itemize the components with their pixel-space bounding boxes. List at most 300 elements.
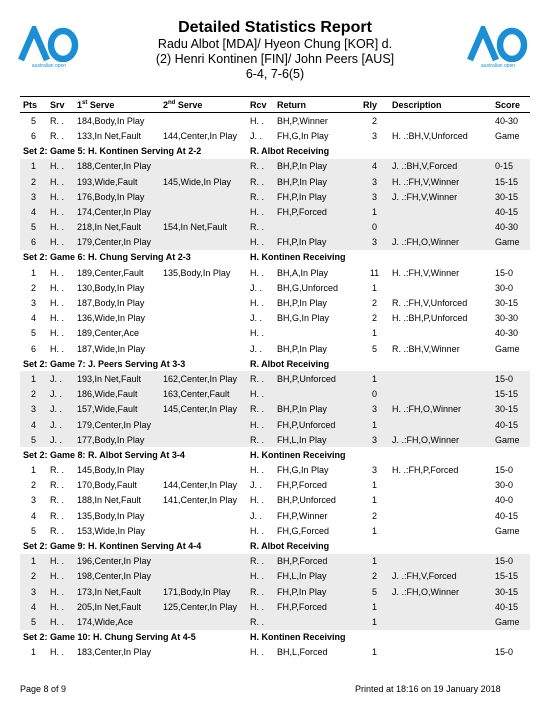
server-cell: H. . <box>47 599 74 614</box>
rally-length-cell: 3 <box>360 235 389 250</box>
first-serve-cell: 130,Body,In Play <box>77 282 145 293</box>
table-row <box>20 326 530 341</box>
score-cell: Game <box>495 130 520 141</box>
description-cell: H. .:FH,V,Winner <box>389 174 492 189</box>
first-serve-cell: 183,Center,In Play <box>77 647 152 658</box>
server-cell: J. . <box>47 402 74 417</box>
point-number-cell: 4 <box>20 417 47 432</box>
return-cell: FH,G,In Play <box>277 130 329 141</box>
server-cell: H. . <box>47 159 74 174</box>
first-serve-cell: 193,In Net,Fault <box>74 371 160 386</box>
server-cell: J. . <box>47 432 74 447</box>
point-number-cell: 4 <box>30 510 36 521</box>
receiver-cell: J. . <box>250 130 263 141</box>
report-header <box>100 18 450 82</box>
point-number-cell: 1 <box>20 554 47 569</box>
description-cell: H. .:BH,V,Unforced <box>392 130 468 141</box>
server-cell: H. . <box>47 584 74 599</box>
return-cell: FH,P,Forced <box>274 204 360 219</box>
rally-length-cell: 2 <box>360 569 389 584</box>
table-row <box>20 220 530 235</box>
return-cell: FH,G,Forced <box>277 525 330 536</box>
rally-length-cell: 1 <box>371 495 377 506</box>
score-cell: 40-30 <box>492 220 530 235</box>
description-cell: H. .:FH,V,Winner <box>392 267 460 278</box>
second-serve-cell <box>160 463 247 478</box>
game-header-row <box>20 630 530 645</box>
first-serve-cell: 145,Body,In Play <box>77 465 145 476</box>
first-serve-cell: 193,Wide,Fault <box>74 174 160 189</box>
second-serve-cell <box>160 204 247 219</box>
return-cell: FH,G,In Play <box>277 465 329 476</box>
table-row <box>20 189 530 204</box>
second-serve-cell: 145,Wide,In Play <box>160 174 247 189</box>
point-number-cell: 1 <box>20 159 47 174</box>
second-serve-cell: 162,Center,In Play <box>160 371 247 386</box>
receiver-cell: H. . <box>247 387 274 402</box>
server-cell: J. . <box>47 371 74 386</box>
second-serve-cell <box>160 523 247 538</box>
rally-length-cell: 3 <box>371 130 377 141</box>
table-row <box>20 432 530 447</box>
second-serve-cell <box>160 113 247 129</box>
first-serve-cell: 133,In Net,Fault <box>77 130 142 141</box>
first-serve-cell: 188,In Net,Fault <box>77 495 142 506</box>
printed-timestamp: Printed at 18:16 on 19 January 2018 <box>355 684 501 694</box>
first-serve-cell: 179,Center,In Play <box>74 235 160 250</box>
game-header-row <box>20 538 530 553</box>
server-cell: H. . <box>47 554 74 569</box>
table-row <box>20 159 530 174</box>
score-cell: 30-0 <box>495 282 514 293</box>
description-cell <box>389 508 492 523</box>
return-cell: BH,P,Unforced <box>277 495 336 506</box>
description-cell: H. .:FH,O,Winner <box>389 402 492 417</box>
point-number-cell: 3 <box>20 189 47 204</box>
return-cell: BH,P,In Play <box>277 298 327 309</box>
ao-logo-mark <box>17 26 81 62</box>
score-cell: 40-30 <box>495 115 519 126</box>
game-receiver-label: H. Kontinen Receiving <box>247 250 530 265</box>
score-cell: 15-0 <box>492 371 530 386</box>
description-cell: R. .:BH,V,Winner <box>392 343 460 354</box>
game-server-label: Set 2: Game 5: H. Kontinen Serving At 2-2 <box>20 144 247 159</box>
column-header: Return <box>274 97 360 113</box>
australian-open-logo-left <box>17 26 81 72</box>
rally-length-cell: 1 <box>371 282 377 293</box>
return-cell <box>274 220 360 235</box>
receiver-cell: H. . <box>250 465 265 476</box>
score-cell: 15-0 <box>492 554 530 569</box>
second-serve-cell <box>160 326 247 341</box>
game-receiver-label: H. Kontinen Receiving <box>247 447 530 462</box>
game-server-label: Set 2: Game 7: J. Peers Serving At 3-3 <box>20 356 247 371</box>
receiver-cell: H. . <box>250 495 265 506</box>
server-cell: H. . <box>50 647 65 658</box>
return-cell: BH,P,In Play <box>274 159 360 174</box>
game-header-row <box>20 144 530 159</box>
return-cell: BH,G,Unforced <box>277 282 339 293</box>
server-cell: H. . <box>47 235 74 250</box>
server-cell: H. . <box>47 569 74 584</box>
game-header-row <box>20 447 530 462</box>
table-row <box>20 265 530 280</box>
receiver-cell: H. . <box>247 599 274 614</box>
return-cell: FH,L,In Play <box>274 569 360 584</box>
second-serve-cell: 145,Center,In Play <box>160 402 247 417</box>
receiver-cell: H. . <box>247 204 274 219</box>
score-cell: 30-30 <box>495 313 519 324</box>
second-serve-cell <box>160 614 247 629</box>
score-cell: 40-15 <box>495 510 519 521</box>
rally-length-cell: 4 <box>360 159 389 174</box>
table-row <box>20 204 530 219</box>
point-by-point-table <box>20 96 530 660</box>
first-serve-cell: 136,Wide,In Play <box>77 313 146 324</box>
table-row <box>20 569 530 584</box>
point-number-cell: 3 <box>30 495 36 506</box>
receiver-cell: J. . <box>250 343 263 354</box>
server-cell: H. . <box>50 298 65 309</box>
second-serve-cell <box>160 569 247 584</box>
first-serve-cell: 196,Center,In Play <box>74 554 160 569</box>
rally-length-cell: 1 <box>360 371 389 386</box>
rally-length-cell: 5 <box>371 343 377 354</box>
first-serve-cell: 174,Wide,Ace <box>74 614 160 629</box>
table-row <box>20 523 530 538</box>
first-serve-cell: 174,Center,In Play <box>74 204 160 219</box>
first-serve-cell: 189,Center,Fault <box>77 267 144 278</box>
second-serve-cell: 144,Center,In Play <box>163 130 238 141</box>
score-cell: 40-15 <box>492 417 530 432</box>
point-number-cell: 6 <box>30 343 36 354</box>
first-serve-cell: 173,In Net,Fault <box>74 584 160 599</box>
second-serve-cell <box>160 508 247 523</box>
receiver-cell: H. . <box>247 417 274 432</box>
score-cell: Game <box>492 432 530 447</box>
rally-length-cell: 3 <box>360 189 389 204</box>
column-header: Score <box>492 97 530 113</box>
rally-length-cell: 2 <box>371 510 377 521</box>
table-row <box>20 174 530 189</box>
rally-length-cell: 1 <box>360 614 389 629</box>
point-number-cell: 6 <box>30 130 36 141</box>
score-cell: Game <box>492 614 530 629</box>
match-score: 6-4, 7-6(5) <box>245 67 305 81</box>
description-cell: J. .:FH,O,Winner <box>389 432 492 447</box>
score-cell: Game <box>495 343 520 354</box>
match-players-line-1: Radu Albot [MDA]/ Hyeon Chung [KOR] d. <box>157 37 393 51</box>
receiver-cell: R. . <box>247 159 274 174</box>
score-cell: 15-15 <box>492 569 530 584</box>
second-serve-cell: 154,In Net,Fault <box>160 220 247 235</box>
table-row <box>20 113 530 129</box>
first-serve-cell: 135,Body,In Play <box>77 510 145 521</box>
second-serve-cell <box>160 417 247 432</box>
rally-length-cell: 11 <box>369 267 380 278</box>
score-cell: 40-15 <box>492 204 530 219</box>
point-number-cell: 4 <box>20 204 47 219</box>
first-serve-cell: 189,Center,Ace <box>77 328 140 339</box>
second-serve-cell: 141,Center,In Play <box>163 495 238 506</box>
receiver-cell: H. . <box>250 328 265 339</box>
score-cell: 40-30 <box>495 328 519 339</box>
receiver-cell: H. . <box>250 647 265 658</box>
description-cell <box>389 614 492 629</box>
return-cell: FH,L,In Play <box>274 432 360 447</box>
server-cell: H. . <box>47 614 74 629</box>
rally-length-cell: 1 <box>360 204 389 219</box>
match-players-line-2: (2) Henri Kontinen [FIN]/ John Peers [AUS] <box>155 52 395 66</box>
description-cell <box>389 326 492 341</box>
second-serve-cell <box>160 280 247 295</box>
return-cell: FH,P,In Play <box>274 189 360 204</box>
first-serve-cell: 170,Body,Fault <box>77 480 137 491</box>
point-number-cell: 5 <box>20 614 47 629</box>
rally-length-cell: 1 <box>371 647 377 658</box>
score-cell: 15-15 <box>492 174 530 189</box>
rally-length-cell: 3 <box>360 432 389 447</box>
second-serve-cell: 135,Body,In Play <box>163 267 231 278</box>
point-number-cell: 1 <box>30 647 36 658</box>
table-row <box>20 508 530 523</box>
return-cell <box>274 326 360 341</box>
table-row <box>20 387 530 402</box>
second-serve-cell: 144,Center,In Play <box>163 480 238 491</box>
server-cell: H. . <box>50 343 65 354</box>
table-row <box>20 584 530 599</box>
score-cell: 30-15 <box>492 189 530 204</box>
description-cell: R. .:FH,V,Unforced <box>392 298 468 309</box>
rally-length-cell: 1 <box>360 554 389 569</box>
server-cell: R. . <box>50 525 65 536</box>
point-number-cell: 5 <box>30 115 36 126</box>
point-number-cell: 2 <box>30 282 36 293</box>
server-cell: H. . <box>50 313 65 324</box>
description-cell: J. .:FH,V,Forced <box>389 569 492 584</box>
second-serve-cell <box>160 295 247 310</box>
game-receiver-label: H. Kontinen Receiving <box>247 630 530 645</box>
receiver-cell: R. . <box>247 554 274 569</box>
first-serve-cell: 205,In Net,Fault <box>74 599 160 614</box>
description-cell: H. .:BH,P,Unforced <box>392 313 468 324</box>
first-serve-cell: 198,Center,In Play <box>74 569 160 584</box>
rally-length-cell: 3 <box>371 465 377 476</box>
first-serve-cell: 184,Body,In Play <box>77 115 145 126</box>
return-cell: BH,L,Forced <box>277 647 328 658</box>
game-server-label: Set 2: Game 8: R. Albot Serving At 3-4 <box>20 447 247 462</box>
return-cell: BH,A,In Play <box>277 267 329 278</box>
point-number-cell: 3 <box>20 584 47 599</box>
point-number-cell: 1 <box>20 371 47 386</box>
rally-length-cell: 3 <box>360 402 389 417</box>
column-header: 2nd Serve <box>160 97 247 113</box>
point-number-cell: 3 <box>20 402 47 417</box>
rally-length-cell: 0 <box>360 220 389 235</box>
second-serve-cell <box>160 235 247 250</box>
receiver-cell: J. . <box>250 510 263 521</box>
second-serve-cell: 171,Body,In Play <box>160 584 247 599</box>
receiver-cell: R. . <box>247 189 274 204</box>
table-row <box>20 280 530 295</box>
rally-length-cell: 1 <box>360 417 389 432</box>
game-receiver-label: R. Albot Receiving <box>247 356 530 371</box>
point-number-cell: 1 <box>30 465 36 476</box>
receiver-cell: H. . <box>247 569 274 584</box>
table-row <box>20 493 530 508</box>
score-cell: 15-0 <box>495 267 514 278</box>
score-cell: 15-0 <box>495 647 514 658</box>
score-cell: 40-15 <box>492 599 530 614</box>
receiver-cell: R. . <box>247 402 274 417</box>
table-row <box>20 645 530 660</box>
table-row <box>20 463 530 478</box>
logo-caption: australian open <box>480 63 516 69</box>
score-cell: 15-0 <box>495 465 514 476</box>
table-header-row <box>20 97 530 113</box>
rally-length-cell: 1 <box>371 328 377 339</box>
table-row <box>20 554 530 569</box>
server-cell: H. . <box>50 328 65 339</box>
score-cell: 15-15 <box>492 387 530 402</box>
score-cell: Game <box>492 235 530 250</box>
point-number-cell: 3 <box>30 298 36 309</box>
description-cell <box>389 417 492 432</box>
table-body <box>20 113 530 660</box>
receiver-cell: H. . <box>250 267 265 278</box>
score-cell: 30-15 <box>495 298 519 309</box>
point-number-cell: 2 <box>30 480 36 491</box>
description-cell <box>389 113 492 129</box>
rally-length-cell: 2 <box>371 298 377 309</box>
second-serve-cell <box>160 645 247 660</box>
first-serve-cell: 186,Wide,Fault <box>74 387 160 402</box>
column-header: Rcv <box>247 97 274 113</box>
description-cell <box>389 493 492 508</box>
description-cell <box>389 645 492 660</box>
receiver-cell: H. . <box>250 525 265 536</box>
point-number-cell: 2 <box>20 387 47 402</box>
description-cell: J. .:FH,O,Winner <box>389 235 492 250</box>
return-cell: FH,P,In Play <box>274 584 360 599</box>
table-row <box>20 311 530 326</box>
return-cell: FH,P,Forced <box>277 480 327 491</box>
game-receiver-label: R. Albot Receiving <box>247 538 530 553</box>
server-cell: H. . <box>47 220 74 235</box>
second-serve-cell <box>160 554 247 569</box>
first-serve-cell: 176,Body,In Play <box>74 189 160 204</box>
column-header: 1st Serve <box>74 97 160 113</box>
description-cell <box>389 371 492 386</box>
return-cell <box>274 387 360 402</box>
game-header-row <box>20 356 530 371</box>
receiver-cell: R. . <box>247 584 274 599</box>
score-cell: 0-15 <box>492 159 530 174</box>
description-cell <box>389 554 492 569</box>
point-number-cell: 5 <box>20 220 47 235</box>
page-number: Page 8 of 9 <box>20 684 67 694</box>
server-cell: H. . <box>50 282 65 293</box>
receiver-cell: H. . <box>250 298 265 309</box>
column-header: Srv <box>47 97 74 113</box>
rally-length-cell: 1 <box>371 525 377 536</box>
table-row <box>20 599 530 614</box>
first-serve-cell: 187,Body,In Play <box>77 298 145 309</box>
rally-length-cell: 1 <box>360 599 389 614</box>
rally-length-cell: 3 <box>360 174 389 189</box>
server-cell: R. . <box>50 495 65 506</box>
first-serve-cell: 179,Center,In Play <box>74 417 160 432</box>
server-cell: R. . <box>50 510 65 521</box>
description-cell <box>389 478 492 493</box>
game-receiver-label: R. Albot Receiving <box>247 144 530 159</box>
score-cell: Game <box>495 525 520 536</box>
score-cell: 30-15 <box>492 584 530 599</box>
column-header: Description <box>389 97 492 113</box>
server-cell: J. . <box>47 387 74 402</box>
table-row <box>20 478 530 493</box>
rally-length-cell: 0 <box>360 387 389 402</box>
game-server-label: Set 2: Game 6: H. Chung Serving At 2-3 <box>20 250 247 265</box>
description-cell: H. .:FH,P,Forced <box>392 465 459 476</box>
return-cell: BH,G,In Play <box>277 313 330 324</box>
point-number-cell: 4 <box>30 313 36 324</box>
score-cell: 30-15 <box>492 402 530 417</box>
first-serve-cell: 218,In Net,Fault <box>74 220 160 235</box>
receiver-cell: R. . <box>247 371 274 386</box>
server-cell: H. . <box>47 189 74 204</box>
receiver-cell: H. . <box>247 235 274 250</box>
column-header: Pts <box>20 97 47 113</box>
second-serve-cell <box>160 189 247 204</box>
server-cell: R. . <box>50 480 65 491</box>
server-cell: R. . <box>50 465 65 476</box>
receiver-cell: R. . <box>247 614 274 629</box>
table-row <box>20 417 530 432</box>
receiver-cell: H. . <box>250 115 265 126</box>
receiver-cell: J. . <box>250 282 263 293</box>
description-cell <box>389 280 492 295</box>
receiver-cell: R. . <box>247 174 274 189</box>
rally-length-cell: 1 <box>371 480 377 491</box>
description-cell <box>389 387 492 402</box>
return-cell: BH,P,Forced <box>274 554 360 569</box>
australian-open-logo-right <box>466 26 530 72</box>
description-cell: J. .:FH,V,Winner <box>389 189 492 204</box>
table-row <box>20 235 530 250</box>
description-cell <box>389 523 492 538</box>
return-cell: BH,P,Unforced <box>274 371 360 386</box>
return-cell: FH,P,Forced <box>274 599 360 614</box>
description-cell: J. .:BH,V,Forced <box>389 159 492 174</box>
point-number-cell: 1 <box>30 267 36 278</box>
description-cell: J. .:FH,O,Winner <box>389 584 492 599</box>
first-serve-cell: 187,Wide,In Play <box>77 343 146 354</box>
receiver-cell: J. . <box>250 313 263 324</box>
return-cell: FH,P,Unforced <box>274 417 360 432</box>
receiver-cell: J. . <box>250 480 263 491</box>
description-cell <box>389 220 492 235</box>
server-cell: H. . <box>47 204 74 219</box>
table-row <box>20 614 530 629</box>
report-title: Detailed Statistics Report <box>178 19 372 36</box>
receiver-cell: R. . <box>247 220 274 235</box>
return-cell: BH,P,In Play <box>274 174 360 189</box>
point-number-cell: 2 <box>20 174 47 189</box>
column-header: Rly <box>360 97 389 113</box>
logo-caption: australian open <box>31 63 67 69</box>
server-cell: R. . <box>50 115 65 126</box>
